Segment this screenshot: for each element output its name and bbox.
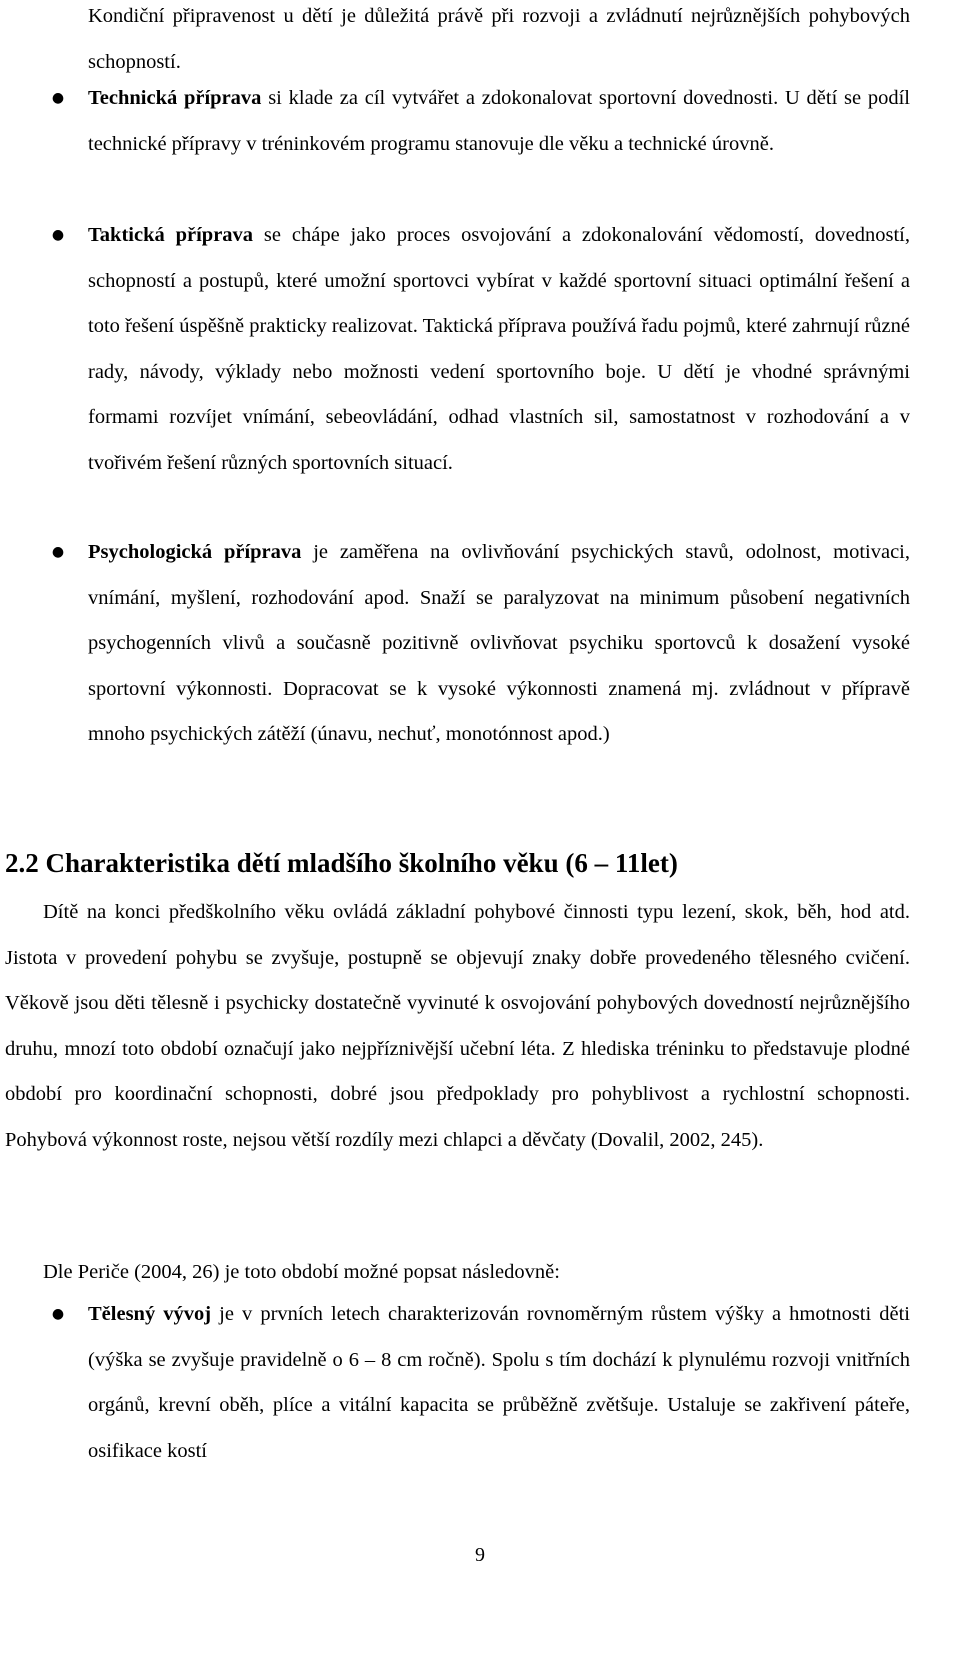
bullet-term: Tělesný vývoj (88, 1303, 212, 1325)
bullet-text: se chápe jako proces osvojování a zdokonalování vědomostí, dovedností, schopností a postupů, které umožní sportovci vybírat v každé sportovní situaci optimální řešení a toto řešení úspěšně prakticky realizovat. Taktická příprava používá řadu pojmů, které zahrnují různé rady, návody, výklady nebo možnosti vedení sportovního boje. U dětí je vhodné správnými formami rozvíjet vnímání, sebeovládání, odhad vlastních sil, samostatnost v rozhodování a v tvořivém řešení různých sportovních situací. (88, 224, 910, 474)
bullet-text: si klade za cíl vytvářet a zdokonalovat sportovní dovednosti. U dětí se podíl technické přípravy v tréninkovém programu stanovuje dle věku a technické úrovně. (88, 87, 910, 155)
bullet-term: Technická příprava (88, 87, 262, 109)
bullet-icon: ● (51, 1306, 65, 1322)
continued-paragraph: Kondiční připravenost u dětí je důležitá právě při rozvoji a zvládnutí nejrůznějších pohybových schopností. (88, 5, 910, 73)
bullet-item-psychological (51, 530, 910, 758)
bullet-item-technical (51, 76, 910, 167)
bullet-icon: ● (51, 227, 65, 243)
bullet-icon: ● (51, 544, 65, 560)
bullet-term: Taktická příprava (88, 224, 254, 246)
bullet-term: Psychologická příprava (88, 541, 302, 563)
paragraph-characteristics: Dítě na konci předškolního věku ovládá základní pohybové činnosti typu lezení, skok, běh, hod atd. Jistota v provedení pohybu se zvyšuje, postupně se objevují znaky dobře provedeného tělesného cvičení. Věkově jsou děti tělesně i psychicky dostatečně vyvinuté k osvojování pohybových dovedností nejrůznějšího druhu, mnozí toto období označují jako nejpříznivější učební léta. Z hlediska tréninku to představuje plodné období pro koordinační schopnosti, dobré jsou předpoklady pro pohyblivost a rychlostní schopnosti. Pohybová výkonnost roste, nejsou větší rozdíly mezi chlapci a děvčaty (Dovalil, 2002, 245). (5, 901, 910, 1151)
bullet-item-tactical (51, 213, 910, 486)
paragraph-peric-intro: Dle Periče (2004, 26) je toto období možné popsat následovně: (43, 1261, 560, 1283)
bullet-text: je v prvních letech charakterizován rovnoměrným růstem výšky a hmotnosti děti (výška se zvyšuje pravidelně o 6 – 8 cm ročně). Spolu s tím dochází k plynulému rozvoji vnitřních orgánů, krevní oběh, plíce a vitální kapacita se průběžně zvětšuje. Ustaluje se zakřivení páteře, osifikace kostí (88, 1303, 910, 1462)
bullet-item-physical-development (51, 1292, 910, 1474)
bullet-icon: ● (51, 90, 65, 106)
page-number: 9 (475, 1544, 485, 1566)
bullet-text: je zaměřena na ovlivňování psychických stavů, odolnost, motivaci, vnímání, myšlení, rozhodování apod. Snaží se paralyzovat na minimum působení negativních psychogenních vlivů a současně pozitivně ovlivňovat psychiku sportovců k dosažení vysoké sportovní výkonnosti. Dopracovat se k vysoké výkonnosti znamená mj. zvládnout v přípravě mnoho psychických zátěží (únavu, nechuť, monotónnost apod.) (88, 541, 910, 745)
section-heading: 2.2 Charakteristika dětí mladšího školního věku (6 – 11let) (5, 848, 678, 878)
